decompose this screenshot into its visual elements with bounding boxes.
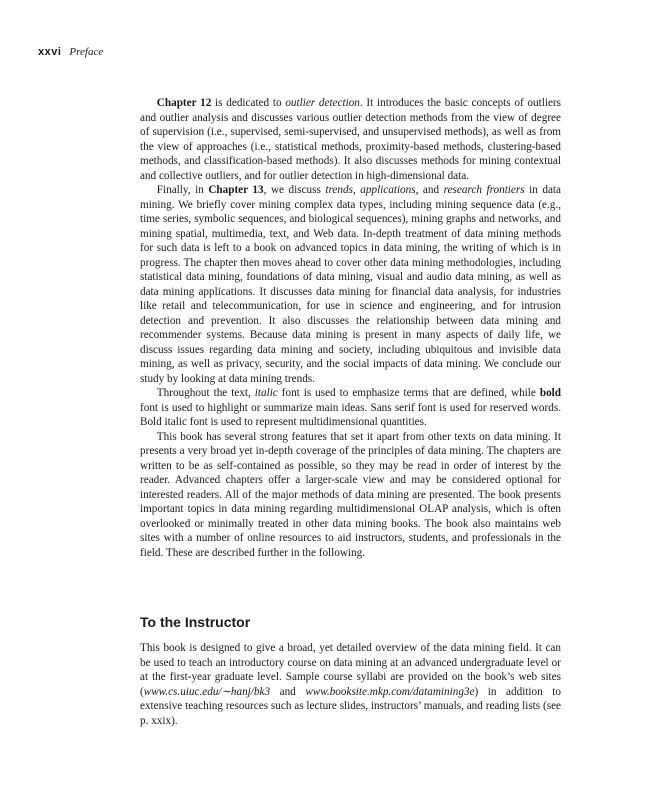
running-head-section: Preface xyxy=(69,46,104,58)
text-run: , we discuss xyxy=(263,184,326,196)
section-heading: To the Instructor xyxy=(140,614,251,630)
web-url: www.booksite.mkp.com/datamining3e xyxy=(305,685,475,698)
paragraph-chapter-12 xyxy=(140,96,561,183)
instructor-text xyxy=(140,641,561,728)
emphasis: research frontiers xyxy=(443,184,525,196)
emphasis: italic xyxy=(254,387,278,399)
web-url: www.cs.uiuc.edu/∼hanj/bk3 xyxy=(143,685,271,698)
text-run: in data mining. We briefly cover mining complex data types, including mining sequence data (e.g., time series, symbolic sequences, and biological sequences), mining graphs and networks, and mining spatial, multimedia, text, and Web data. In-depth treatment of data mining methods for such data is left to a book on advanced topics in data mining, the writing of which is in progress. The chapter then moves ahead to cover other data mining methodologies, including statistical data mining, foundations of data mining, visual and audio data mining, as well as data mining applications. It discusses data mining for financial data analysis, for industries like retail and telecommunication, for use in science and engineering, and for intrusion detection and prevention. It also discusses the relationship between data mining and recommender systems. Because data mining is present in many aspects of daily life, we discuss issues regarding data mining and society, including ubiquitous and invisible data mining, as well as privacy, security, and the social impacts of data mining. We conclude our study by looking at data mining trends. xyxy=(140,184,561,385)
text-run: font is used to highlight or summarize main ideas. Sans serif font is used for reserved words. Bold italic font is used to represent multidimensional quantities. xyxy=(140,401,561,428)
text-run: , and xyxy=(415,184,444,196)
text-run: , xyxy=(352,184,361,196)
text-run: and xyxy=(270,685,306,698)
paragraph-chapter-13 xyxy=(140,183,561,386)
chapter-ref: Chapter 13 xyxy=(208,184,264,196)
paragraph-instructor xyxy=(140,641,561,728)
chapter-ref: Chapter 12 xyxy=(156,97,212,109)
emphasis: applications xyxy=(360,184,416,196)
paragraph-features: This book has several strong features that set it apart from other texts on data mining. It presents a very broad yet in-depth coverage of the principles of data mining. The chapters are written to be as self-contained as possible, so they may be read in order of interest by the reader. Advanced chapters offer a larger-scale view and may be considered optional for interested readers. All of the major methods of data mining are presented. The book presents important topics in data mining regarding multidimensional OLAP analysis, which is often overlooked or minimally treated in other data mining books. The book also maintains web sites with a number of online resources to aid instructors, students, and professionals in the field. These are described further in the following. xyxy=(140,430,561,559)
text-run: Finally, in xyxy=(156,184,209,196)
running-head xyxy=(38,46,103,58)
text-run: font is used to emphasize terms that are defined, while xyxy=(277,387,540,399)
text-run: . It introduces the basic concepts of outliers and outlier analysis and discusses various outlier detection methods from the view of degree of supervision (i.e., supervised, semi-supervised, and unsupervised methods), as well as from the view of approaches (i.e., statistical methods, proximity-based methods, clustering-based methods, and classification-based methods). It also discusses methods for mining contextual and collective outliers, and for outlier detection in high-dimensional data. xyxy=(140,97,561,182)
body-text xyxy=(140,96,561,560)
bold-term: bold xyxy=(539,387,561,399)
emphasis: trends xyxy=(325,184,353,196)
text-run: This book is designed to give a broad, yet detailed overview of the data mining field. It can be used to teach an introductory course on data mining at an advanced undergraduate level or at the first-year graduate level. Sample course syllabi are provided on the book’s web sites ( xyxy=(140,642,561,698)
emphasis: outlier detection xyxy=(285,97,360,109)
text-run: ) in addition to extensive teaching resources such as lecture slides, instructors’ manuals, and reading lists (see p. xxix). xyxy=(140,685,561,727)
text-run: is dedicated to xyxy=(211,97,286,109)
text-run: Throughout the text, xyxy=(156,387,255,399)
paragraph-typography xyxy=(140,386,561,430)
page-number: xxvi xyxy=(38,46,62,58)
